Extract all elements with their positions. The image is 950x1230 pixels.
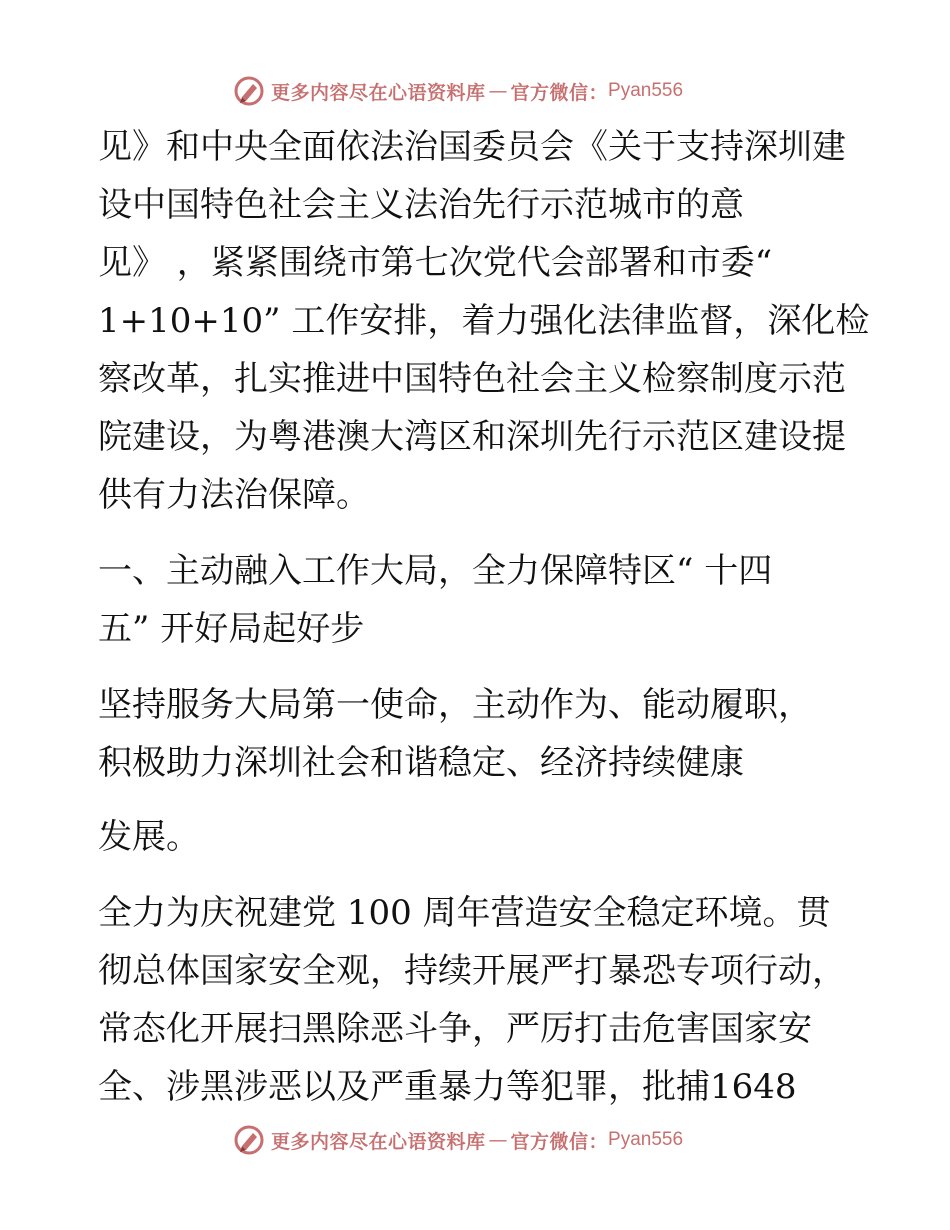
section-heading-line: 五” 开好局起好步 xyxy=(98,609,365,649)
watermark-text: 更多内容尽在心语资料库 xyxy=(271,1130,486,1153)
body-line: 积极助力深圳社会和谐稳定、经济持续健康 xyxy=(98,743,744,783)
watermark-text: 更多内容尽在心语资料库 xyxy=(271,81,486,104)
body-line: 彻总体国家安全观，持续开展严打暴恐专项行动， xyxy=(98,951,846,991)
body-line: 供有力法治保障。 xyxy=(98,475,370,515)
body-line: 发展。 xyxy=(98,817,200,857)
section-heading-line: 一、主动融入工作大局，全力保障特区“ 十四 xyxy=(98,551,773,591)
pen-logo-icon xyxy=(233,1124,265,1156)
body-line: 设中国特色社会主义法治先行示范城市的意 xyxy=(98,185,744,225)
watermark-footer xyxy=(233,1124,683,1156)
body-line: 察改革，扎实推进中国特色社会主义检察制度示范 xyxy=(98,359,846,399)
body-line: 1+10+10” 工作安排，着力强化法律监督，深化检 xyxy=(98,301,870,341)
body-line: 见》 ，紧紧围绕市第七次党代会部署和市委“ xyxy=(98,243,773,283)
watermark-dash: — xyxy=(488,1129,508,1151)
body-line: 坚持服务大局第一使命，主动作为、能动履职， xyxy=(98,685,812,725)
pen-logo-icon xyxy=(233,75,265,107)
watermark-dash: — xyxy=(488,80,508,102)
watermark-id: Pyan556 xyxy=(608,80,684,101)
body-line: 全力为庆祝建党 100 周年营造安全稳定环境。贯 xyxy=(98,893,831,933)
watermark-id: Pyan556 xyxy=(608,1129,684,1150)
body-line: 院建设，为粤港澳大湾区和深圳先行示范区建设提 xyxy=(98,417,846,457)
body-line: 全、涉黑涉恶以及严重暴力等犯罪，批捕1648 xyxy=(98,1067,797,1107)
watermark-header xyxy=(233,75,683,107)
watermark-label: 官方微信： xyxy=(510,81,609,104)
body-line: 常态化开展扫黑除恶斗争，严厉打击危害国家安 xyxy=(98,1009,812,1049)
watermark-label: 官方微信： xyxy=(510,1130,609,1153)
body-line: 见》和中央全面依法治国委员会《关于支持深圳建 xyxy=(98,127,846,167)
